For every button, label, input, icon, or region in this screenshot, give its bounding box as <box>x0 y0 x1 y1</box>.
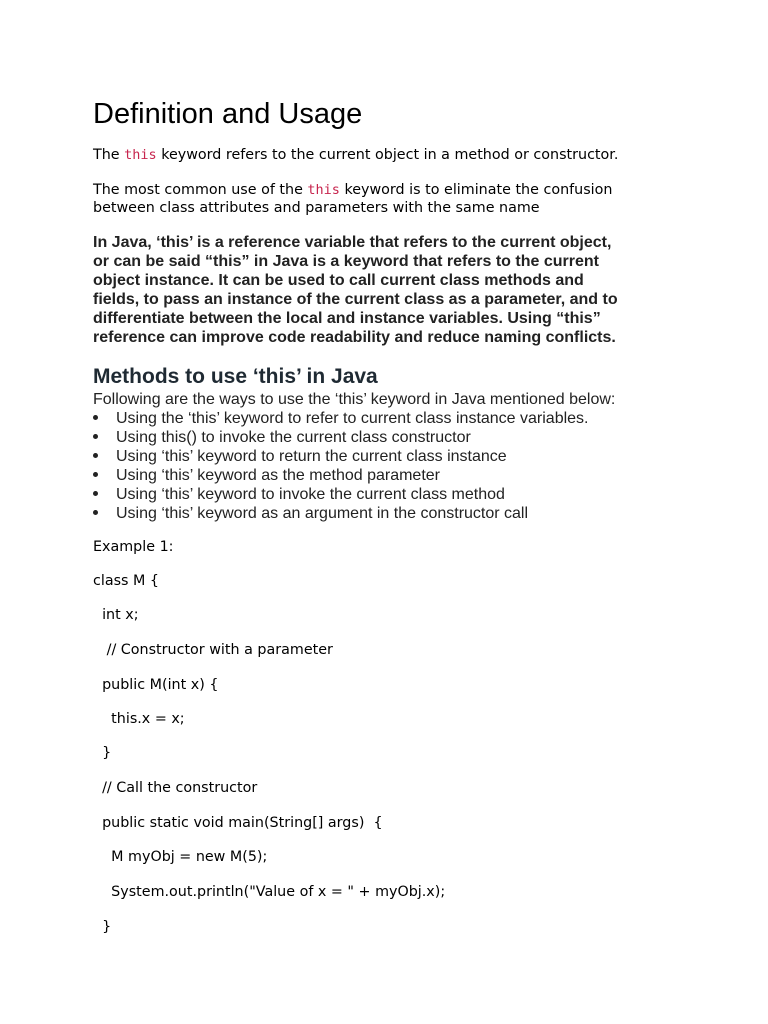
code-line: } <box>93 919 112 935</box>
list-item-text: Using ‘this’ keyword to invoke the current class method <box>116 486 505 503</box>
list-item <box>93 409 589 428</box>
definition-text-before: The <box>93 147 125 163</box>
code-line: this.x = x; <box>93 711 185 727</box>
usage-paragraph-line-1 <box>93 182 612 200</box>
list-item-text: Using ‘this’ keyword to return the current class instance <box>116 448 507 465</box>
list-item-text: Using ‘this’ keyword as an argument in the constructor call <box>116 505 529 522</box>
code-line: M myObj = new M(5); <box>93 849 268 865</box>
methods-intro: Following are the ways to use the ‘this’ keyword in Java mentioned below: <box>93 391 616 408</box>
code-line: // Call the constructor <box>93 780 258 796</box>
bullet-icon <box>93 510 98 515</box>
bold-explanation-paragraph <box>93 233 618 348</box>
list-item <box>93 428 589 447</box>
list-item-text: Using ‘this’ keyword as the method parameter <box>116 467 440 484</box>
list-item-text: Using the ‘this’ keyword to refer to current class instance variables. <box>116 410 589 427</box>
list-item <box>93 447 589 466</box>
list-item-text: Using this() to invoke the current class constructor <box>116 429 471 446</box>
list-item <box>93 504 589 523</box>
methods-list <box>93 409 589 523</box>
usage-paragraph-line-2: between class attributes and parameters with the same name <box>93 199 540 216</box>
bold-paragraph-line: fields, to pass an instance of the current class as a parameter, and to <box>93 291 618 309</box>
bullet-icon <box>93 434 98 439</box>
example-label: Example 1: <box>93 539 174 555</box>
usage-text-after: keyword is to eliminate the confusion <box>339 182 613 198</box>
code-line: // Constructor with a parameter <box>93 642 333 658</box>
list-item <box>93 485 589 504</box>
code-line: public static void main(String[] args) { <box>93 815 383 831</box>
bullet-icon <box>93 491 98 496</box>
code-line: int x; <box>93 607 139 623</box>
bullet-icon <box>93 415 98 420</box>
bold-paragraph-line: differentiate between the local and instance variables. Using “this” <box>93 310 601 328</box>
code-line: } <box>93 745 112 761</box>
bold-paragraph-line: object instance. It can be used to call current class methods and <box>93 272 584 290</box>
list-item <box>93 466 589 485</box>
bullet-icon <box>93 472 98 477</box>
bold-paragraph-line: In Java, ‘this’ is a reference variable that refers to the current object, <box>93 234 612 251</box>
bullet-icon <box>93 453 98 458</box>
code-line: public M(int x) { <box>93 677 219 693</box>
page-title: Definition and Usage <box>93 98 363 130</box>
usage-text-before: The most common use of the <box>93 182 308 198</box>
bold-paragraph-line: reference can improve code readability and reduce naming conflicts. <box>93 329 616 347</box>
this-keyword-code: this <box>124 147 157 163</box>
methods-heading: Methods to use ‘this’ in Java <box>93 365 378 388</box>
definition-text-after: keyword refers to the current object in a method or constructor. <box>156 147 619 163</box>
code-line: System.out.println("Value of x = " + myObj.x); <box>93 884 446 900</box>
definition-paragraph <box>93 147 618 165</box>
code-line: class M { <box>93 573 160 589</box>
this-keyword-code: this <box>307 182 340 198</box>
bold-paragraph-line: or can be said “this” in Java is a keyword that refers to the current <box>93 253 599 271</box>
